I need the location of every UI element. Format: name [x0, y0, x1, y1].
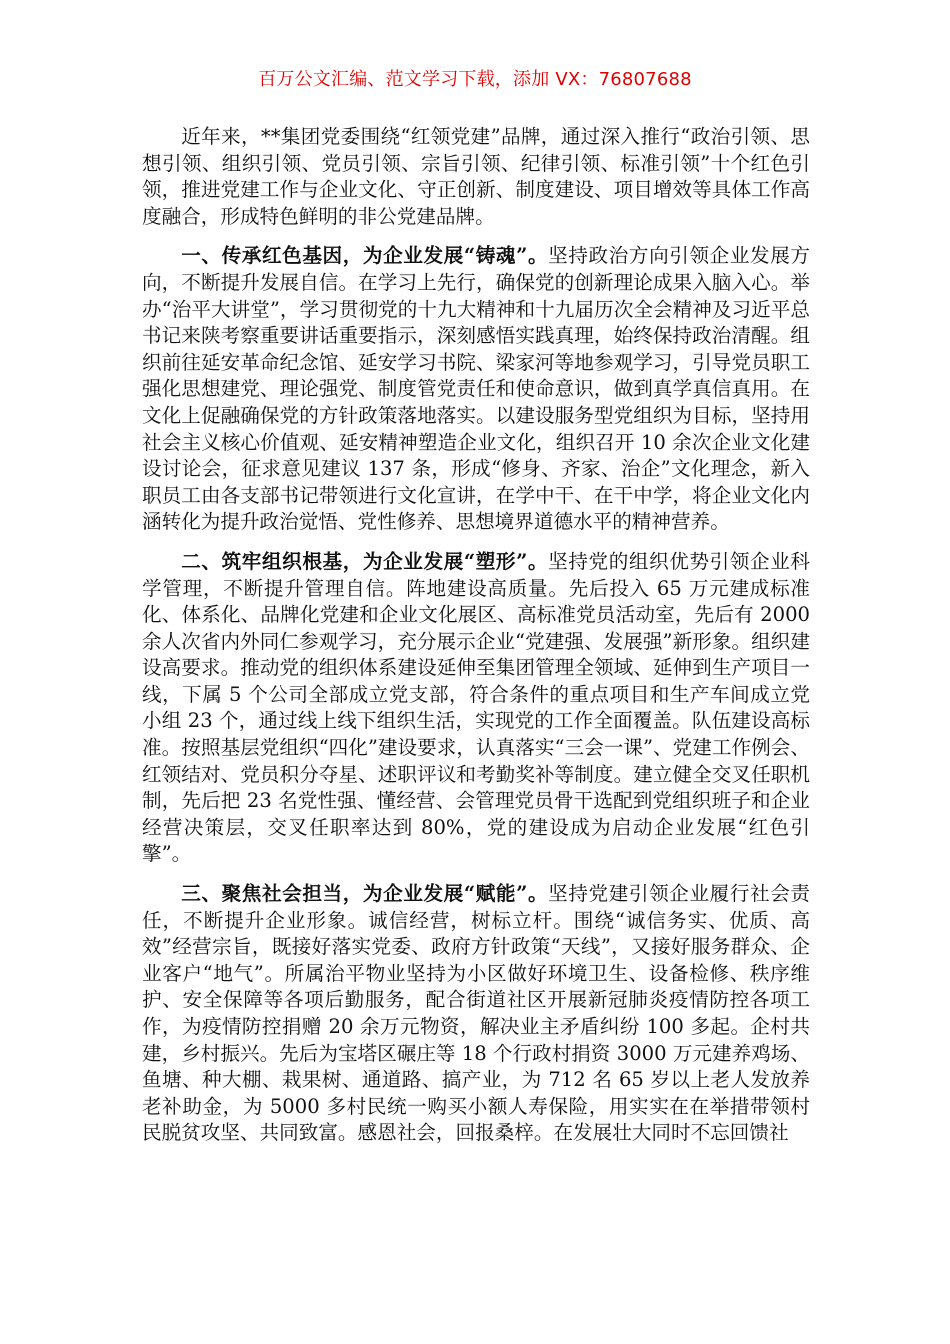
section-3-paragraph [142, 881, 810, 1147]
document-body [142, 124, 810, 1160]
section-1-body: 坚持政治方向引领企业发展方向，不断提升发展自信。在学习上先行，确保党的创新理论成果入脑入心。举办“治平大讲堂”，学习贯彻党的十九大精神和十九届历次全会精神及习近平总书记来陕考察重要讲话重要指示，深刻感悟实践真理，始终保持政治清醒。组织前往延安革命纪念馆、延安学习书院、梁家河等地参观学习，引导党员职工强化思想建党、理论强党、制度管党责任和使命意识，做到真学真信真用。在文化上促融确保党的方针政策落地落实。以建设服务型党组织为目标，坚持用社会主义核心价值观、延安精神塑造企业文化，组织召开 10 余次企业文化建设讨论会，征求意见建议 137 条，形成“修身、齐家、治企”文化理念，新入职员工由各支部书记带领进行文化宣讲，在学中干、在干中学，将企业文化内涵转化为提升政治觉悟、党性修养、思想境界道德水平的精神营养。 [142, 244, 811, 534]
section-2-paragraph [142, 549, 810, 868]
intro-paragraph [142, 124, 810, 230]
section-1-heading: 一、传承红色基因，为企业发展“铸魂”。 [181, 244, 549, 268]
section-2-heading: 二、筑牢组织根基，为企业发展“塑形”。 [181, 549, 549, 573]
header-banner: 百万公文汇编、范文学习下载，添加 VX：76807688 [258, 69, 692, 90]
section-2-body: 坚持党的组织优势引领企业科学管理，不断提升管理自信。阵地建设高质量。先后投入 65 万元建成标准化、体系化、品牌化党建和企业文化展区、高标准党员活动室，先后有 2000 余人次省内外同仁参观学习，充分展示企业“党建强、发展强”新形象。组织建设高要求。推动党的组织体系建设延伸至集团管理全领域、延伸到生产项目一线，下属 5 个公司全部成立党支部，符合条件的重点项目和生产车间成立党小组 23 个，通过线上线下组织生活，实现党的工作全面覆盖。队伍建设高标准。按照基层党组织“四化”建设要求，认真落实“三会一课”、党建工作例会、红领结对、党员积分夺星、述职评议和考勤奖补等制度。建立健全交叉任职机制，先后把 23 名党性强、懂经营、会管理党员骨干选配到党组织班子和企业经营决策层，交叉任职率达到 80%，党的建设成为启动企业发展“红色引擎”。 [142, 549, 811, 866]
intro-paragraph-text: 近年来，**集团党委围绕“红领党建”品牌，通过深入推行“政治引领、思想引领、组织引领、党员引领、宗旨引领、纪律引领、标准引领”十个红色引领，推进党建工作与企业文化、守正创新、制度建设、项目增效等具体工作高度融合，形成特色鲜明的非公党建品牌。 [142, 125, 810, 228]
section-3-heading: 三、聚焦社会担当，为企业发展“赋能”。 [181, 882, 549, 906]
section-3-body: 坚持党建引领企业履行社会责任，不断提升企业形象。诚信经营，树标立杆。围绕“诚信务实、优质、高效”经营宗旨，既接好落实党委、政府方针政策“天线”，又接好服务群众、企业客户“地气”。所属治平物业坚持为小区做好环境卫生、设备检修、秩序维护、安全保障等各项后勤服务，配合街道社区开展新冠肺炎疫情防控各项工作，为疫情防控捐赠 20 余万元物资，解决业主矛盾纠纷 100 多起。企村共建，乡村振兴。先后为宝塔区碾庄等 18 个行政村捐资 3000 万元建养鸡场、鱼塘、种大棚、栽果树、通道路、搞产业，为 712 名 65 岁以上老人发放养老补助金，为 5000 多村民统一购买小额人寿保险，用实实在在举措带领村民脱贫攻坚、共同致富。感恩社会，回报桑梓。在发展壮大同时不忘回馈社 [142, 882, 811, 1145]
section-1-paragraph [142, 243, 810, 536]
